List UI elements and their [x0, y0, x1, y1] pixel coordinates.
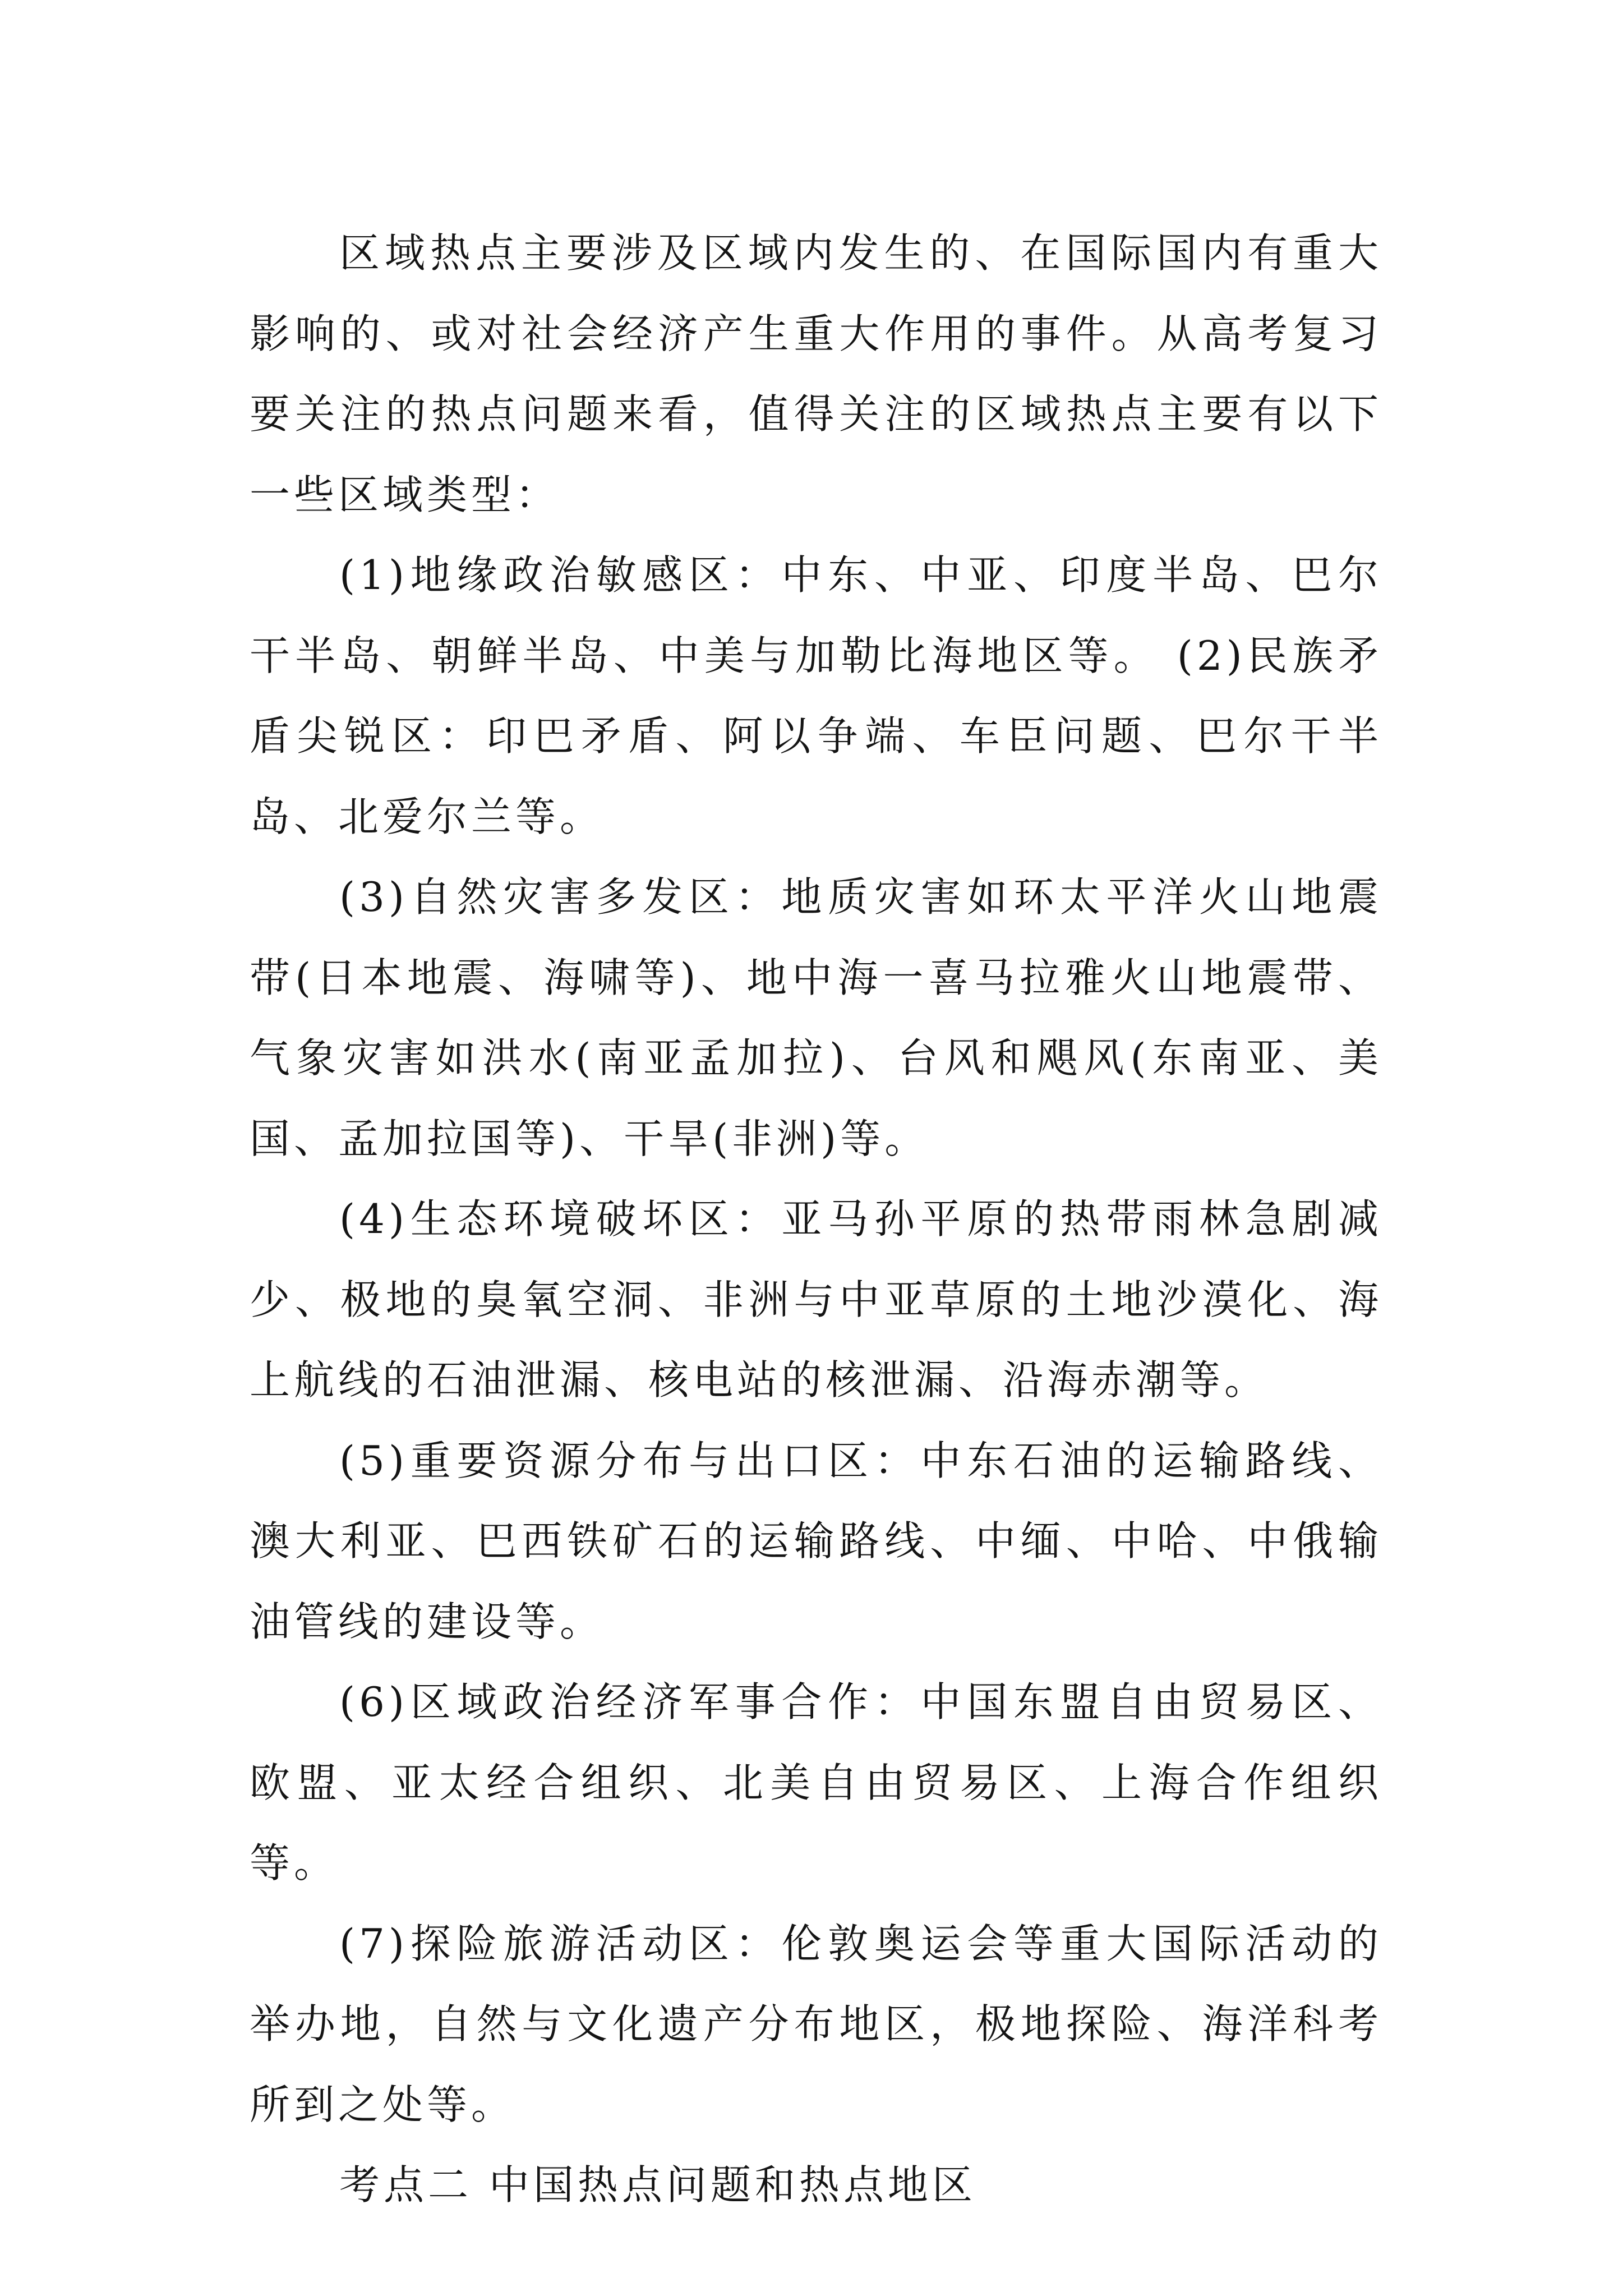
paragraph-resources: (5)重要资源分布与出口区：中东石油的运输路线、澳大利亚、巴西铁矿石的运输路线、中缅、中哈、中俄输油管线的建设等。: [250, 1437, 1382, 1645]
section-heading: 考点二 中国热点问题和热点地区: [339, 2161, 976, 2208]
paragraph-ecology: (4)生态环境破坏区：亚马孙平原的热带雨林急剧减少、极地的臭氧空洞、非洲与中亚草原的土地沙漠化、海上航线的石油泄漏、核电站的核泄漏、沿海赤潮等。: [250, 1195, 1382, 1404]
paragraph-tourism: (7)探险旅游活动区：伦敦奥运会等重大国际活动的举办地，自然与文化遗产分布地区，极地探险、海洋科考所到之处等。: [250, 1920, 1382, 2128]
paragraph-intro: 区域热点主要涉及区域内发生的、在国际国内有重大影响的、或对社会经济产生重大作用的事件。从高考复习要关注的热点问题来看，值得关注的区域热点主要有以下一些区域类型：: [250, 229, 1382, 518]
paragraph-geopolitics-ethnic: (1)地缘政治敏感区：中东、中亚、印度半岛、巴尔干半岛、朝鲜半岛、中美与加勒比海地区等。 (2)民族矛盾尖锐区：印巴矛盾、阿以争端、车臣问题、巴尔干半岛、北爱尔兰等。: [250, 551, 1382, 840]
paragraph-cooperation: (6)区域政治经济军事合作：中国东盟自由贸易区、欧盟、亚太经合组织、北美自由贸易区、上海合作组织等。: [250, 1678, 1382, 1887]
body-text: [250, 213, 1382, 2226]
paragraph-natural-disasters: (3)自然灾害多发区：地质灾害如环太平洋火山地震带(日本地震、海啸等)、地中海一喜马拉雅火山地震带、气象灾害如洪水(南亚孟加拉)、台风和飓风(东南亚、美国、孟加拉国等)、干旱(非洲)等。: [250, 873, 1382, 1162]
